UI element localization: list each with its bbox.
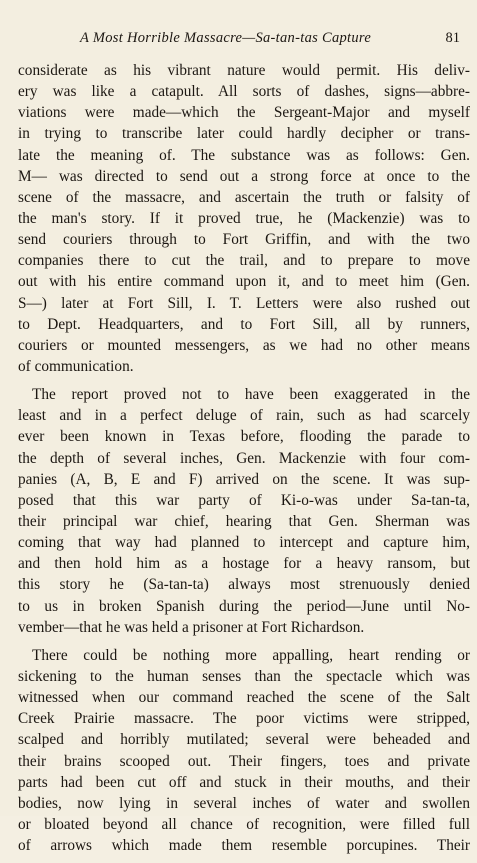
text-line: There could be nothing more appalling, heart rending or [32, 646, 470, 664]
text-line: Creek Prairie massacre. The poor victims were stripped, [18, 710, 470, 728]
text-line: in trying to transcribe later could hardly decipher or trans- [18, 125, 470, 143]
paragraph [18, 384, 470, 638]
running-title: A Most Horrible Massacre—Sa-tan-tas Capture [80, 30, 372, 46]
text-line: this story he (Sa-tan-ta) always most strenuously denied [18, 576, 470, 594]
text-line: couriers or mounted messengers, as we had no other means [18, 336, 470, 354]
text-line: considerate as his vibrant nature would permit. His deliv- [18, 62, 470, 79]
text-line: companies there to cut the trail, and to prepare to move [18, 252, 470, 270]
text-line: M— was directed to send out a strong force at once to the [18, 167, 470, 185]
text-line: witnessed when our command reached the scene of the Salt [18, 689, 470, 707]
text-line: ever been known in Texas before, flooding the parade to [18, 428, 470, 446]
text-line: The report proved not to have been exaggerated in the [32, 386, 470, 404]
text-line: of arrows which made them resemble porcupines. Their [18, 837, 470, 855]
text-line: out with his entire command upon it, and to meet him (Gen. [18, 273, 470, 291]
text-line: bodies, now lying in several inches of water and swollen [18, 794, 470, 812]
paragraph [18, 645, 470, 856]
text-line: of communication. [18, 357, 134, 375]
body-text [18, 60, 470, 863]
text-line: to Dept. Headquarters, and to Fort Sill, all by runners, [18, 315, 470, 333]
text-line: vember—that he was held a prisoner at Fort Richardson. [18, 618, 365, 636]
text-line: panies (A, B, E and F) arrived on the scene. It was sup- [18, 470, 470, 488]
text-line: parts had been cut off and stuck in their mouths, and their [18, 773, 470, 791]
text-line: their principal war chief, hearing that Gen. Sherman was [18, 512, 470, 530]
text-line: the depth of several inches, Gen. Mackenzie with four com- [18, 449, 470, 467]
text-line: sickening to the human senses than the spectacle which was [18, 667, 470, 685]
text-line: viations were made—which the Sergeant-Major and myself [18, 104, 470, 122]
text-line: the man's story. If it proved true, he (Mackenzie) was to [18, 209, 470, 227]
text-line: send couriers through to Fort Griffin, and with the two [18, 231, 470, 249]
text-line: their brains scooped out. Their fingers, toes and private [18, 752, 470, 770]
text-line: scalped and horribly mutilated; several were beheaded and [18, 731, 470, 749]
text-line: least and in a perfect deluge of rain, such as had scarcely [18, 407, 470, 425]
paragraph [18, 60, 470, 377]
text-line: and then hold him as a hostage for a heavy ransom, but [18, 555, 470, 573]
text-line: S—) later at Fort Sill, I. T. Letters were also rushed out [18, 294, 470, 312]
text-line: scene of the massacre, and ascertain the truth or falsity of [18, 188, 470, 206]
text-line: or bloated beyond all chance of recognition, were filled full [18, 815, 470, 833]
text-line: posed that this war party of Ki-o-was under Sa-tan-ta, [18, 491, 470, 509]
text-line: ery was like a catapult. All sorts of dashes, signs—abbre- [18, 83, 470, 101]
text-line: late the meaning of. The substance was as follows: Gen. [18, 146, 470, 164]
running-head [0, 30, 477, 50]
text-line: coming that way had planned to intercept and capture him, [18, 534, 470, 552]
page-number: 81 [445, 30, 460, 46]
text-line: to us in broken Spanish during the period—June until No- [18, 597, 470, 615]
